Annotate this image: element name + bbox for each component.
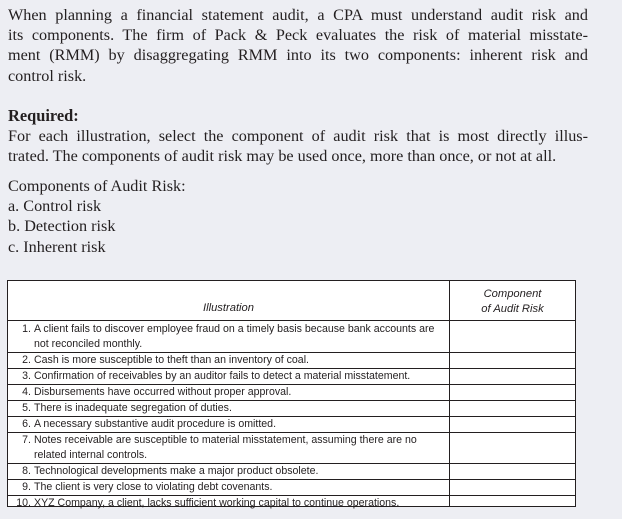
row-text: Confirmation of receivables by an auditor fails to detect a material misstatement. bbox=[34, 370, 411, 382]
row-text: XYZ Company, a client, lacks sufficient working capital to continue operations. bbox=[34, 497, 400, 509]
table-row bbox=[8, 353, 449, 369]
row-number: 6. bbox=[22, 418, 31, 430]
intro-line: When planning a financial statement audit, a CPA must understand audit risk and bbox=[8, 6, 588, 24]
table-row bbox=[8, 433, 449, 464]
table-row bbox=[8, 417, 449, 433]
intro-line: its components. The firm of Pack & Peck evaluates the risk of material misstate- bbox=[8, 26, 588, 45]
table-row bbox=[8, 401, 449, 417]
table-row bbox=[8, 385, 449, 401]
column-header-component bbox=[450, 287, 575, 316]
row-text: A necessary substantive audit procedure is omitted. bbox=[34, 418, 277, 430]
table-row bbox=[8, 369, 449, 385]
component-option-inherent-risk: c. Inherent risk bbox=[8, 237, 106, 256]
row-number: 1. bbox=[22, 323, 31, 335]
row-number: 5. bbox=[22, 402, 31, 414]
row-number: 3. bbox=[22, 370, 31, 382]
row-text: There is inadequate segregation of duties. bbox=[34, 402, 232, 414]
required-instructions bbox=[8, 126, 588, 166]
row-number: 8. bbox=[22, 465, 31, 477]
component-option-control-risk: a. Control risk bbox=[8, 197, 102, 216]
table-row bbox=[8, 496, 449, 511]
header-divider bbox=[8, 320, 575, 321]
component-answer-column bbox=[450, 322, 575, 511]
component-answer-cell[interactable] bbox=[450, 401, 575, 417]
column-header-illustration: Illustration bbox=[203, 302, 254, 314]
component-option-detection-risk: b. Detection risk bbox=[8, 217, 116, 236]
components-list bbox=[8, 176, 186, 257]
row-number: 7. bbox=[22, 434, 31, 446]
row-text: The client is very close to violating debt covenants. bbox=[34, 481, 273, 493]
table-row bbox=[8, 322, 449, 353]
table-row bbox=[8, 480, 449, 496]
row-text: Technological developments make a major product obsolete. bbox=[34, 465, 319, 477]
row-number: 10. bbox=[16, 497, 31, 509]
illustration-rows bbox=[8, 322, 449, 511]
component-answer-cell[interactable] bbox=[450, 353, 575, 369]
intro-paragraph bbox=[8, 5, 588, 86]
row-text: A client fails to discover employee fraud on a timely basis because bank accounts are not reconciled monthly. bbox=[34, 323, 435, 350]
intro-line: ment (RMM) by disaggregating RMM into its two components: inherent risk and bbox=[8, 46, 588, 65]
row-number: 9. bbox=[22, 481, 31, 493]
required-line: trated. The components of audit risk may be used once, more than once, or not at all. bbox=[8, 147, 557, 166]
component-answer-cell[interactable] bbox=[450, 496, 575, 511]
component-answer-cell[interactable] bbox=[450, 433, 575, 464]
required-line: For each illustration, select the component of audit risk that is most directly illus- bbox=[8, 127, 588, 145]
component-answer-cell[interactable] bbox=[450, 322, 575, 353]
column-header-component-line: of Audit Risk bbox=[481, 302, 544, 315]
component-answer-cell[interactable] bbox=[450, 385, 575, 401]
row-text: Cash is more susceptible to theft than an inventory of coal. bbox=[34, 354, 309, 366]
component-answer-cell[interactable] bbox=[450, 464, 575, 480]
row-text: Disbursements have occurred without proper approval. bbox=[34, 386, 292, 398]
components-title: Components of Audit Risk: bbox=[8, 177, 186, 195]
table-row bbox=[8, 464, 449, 480]
audit-risk-table bbox=[7, 280, 576, 507]
row-number: 4. bbox=[22, 386, 31, 398]
component-answer-cell[interactable] bbox=[450, 369, 575, 385]
component-answer-cell[interactable] bbox=[450, 417, 575, 433]
row-number: 2. bbox=[22, 354, 31, 366]
row-text: Notes receivable are susceptible to material misstatement, assuming there are no related internal controls. bbox=[34, 434, 417, 461]
intro-line: control risk. bbox=[8, 66, 87, 85]
column-header-component-line: Component bbox=[483, 288, 542, 300]
component-answer-cell[interactable] bbox=[450, 480, 575, 496]
required-heading: Required: bbox=[8, 106, 79, 125]
